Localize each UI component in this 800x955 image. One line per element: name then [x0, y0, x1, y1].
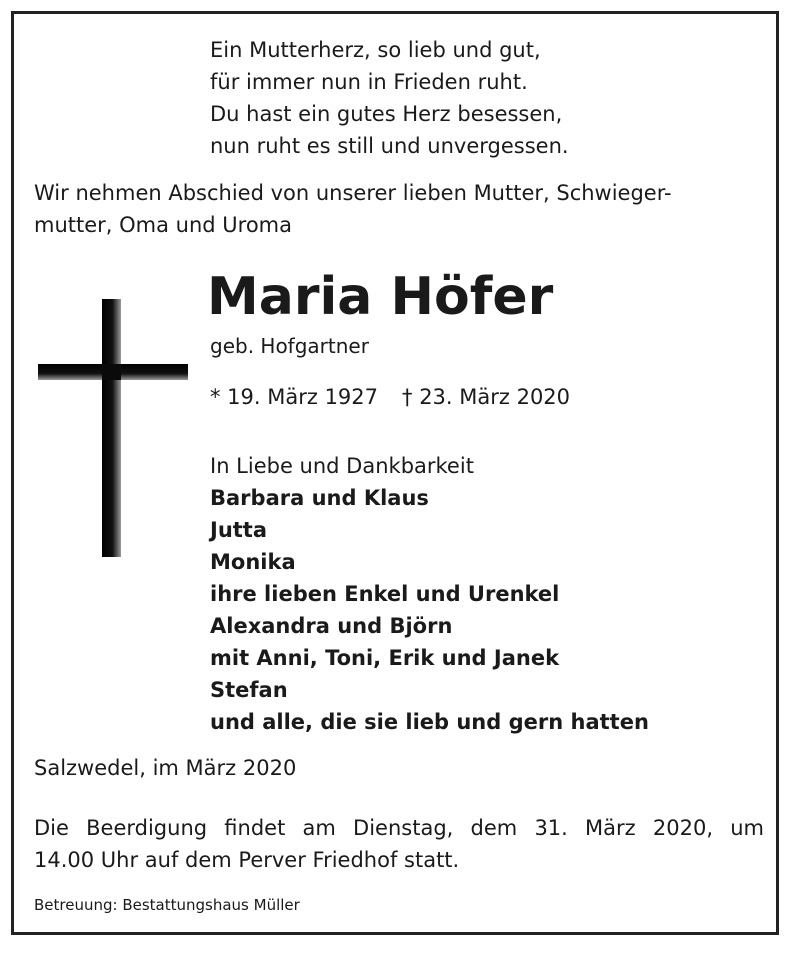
mourner-entry: Jutta	[210, 518, 268, 542]
intro-line: mutter, Oma und Uroma	[34, 213, 293, 237]
death-date: † 23. März 2020	[402, 385, 571, 409]
birth-date: * 19. März 1927	[210, 385, 379, 409]
intro-text	[34, 177, 762, 241]
mourners-opening: In Liebe und Dankbarkeit	[210, 454, 474, 478]
mourner-entry: Barbara und Klaus	[210, 486, 429, 510]
verse-line: für immer nun in Frieden ruht.	[210, 70, 528, 94]
intro-line: Wir nehmen Abschied von unserer lieben Mutter, Schwieger-	[34, 181, 672, 205]
verse-line: Ein Mutterherz, so lieb und gut,	[210, 38, 541, 62]
mourners-list	[210, 450, 649, 738]
place-date: Salzwedel, im März 2020	[34, 756, 297, 780]
verse	[210, 34, 569, 162]
life-dates	[210, 381, 570, 413]
funeral-line: Die Beerdigung findet am Dienstag, dem 31. März 2020, um	[34, 816, 764, 840]
mourner-entry: Alexandra und Björn	[210, 614, 453, 638]
cross-icon	[38, 299, 190, 559]
mourner-entry: ihre lieben Enkel und Urenkel	[210, 582, 560, 606]
deceased-name: Maria Höfer	[207, 267, 554, 327]
mourner-entry: Stefan	[210, 678, 288, 702]
funeral-line: 14.00 Uhr auf dem Perver Friedhof statt.	[34, 848, 460, 872]
mourner-entry: und alle, die sie lieb und gern hatten	[210, 710, 649, 734]
obituary-notice	[11, 11, 779, 935]
maiden-name: geb. Hofgartner	[210, 334, 369, 358]
verse-line: nun ruht es still und unvergessen.	[210, 134, 569, 158]
mourner-entry: Monika	[210, 550, 296, 574]
funeral-home-credit: Betreuung: Bestattungshaus Müller	[34, 896, 300, 914]
verse-line: Du hast ein gutes Herz besessen,	[210, 102, 563, 126]
mourner-entry: mit Anni, Toni, Erik und Janek	[210, 646, 560, 670]
funeral-info	[34, 812, 764, 876]
